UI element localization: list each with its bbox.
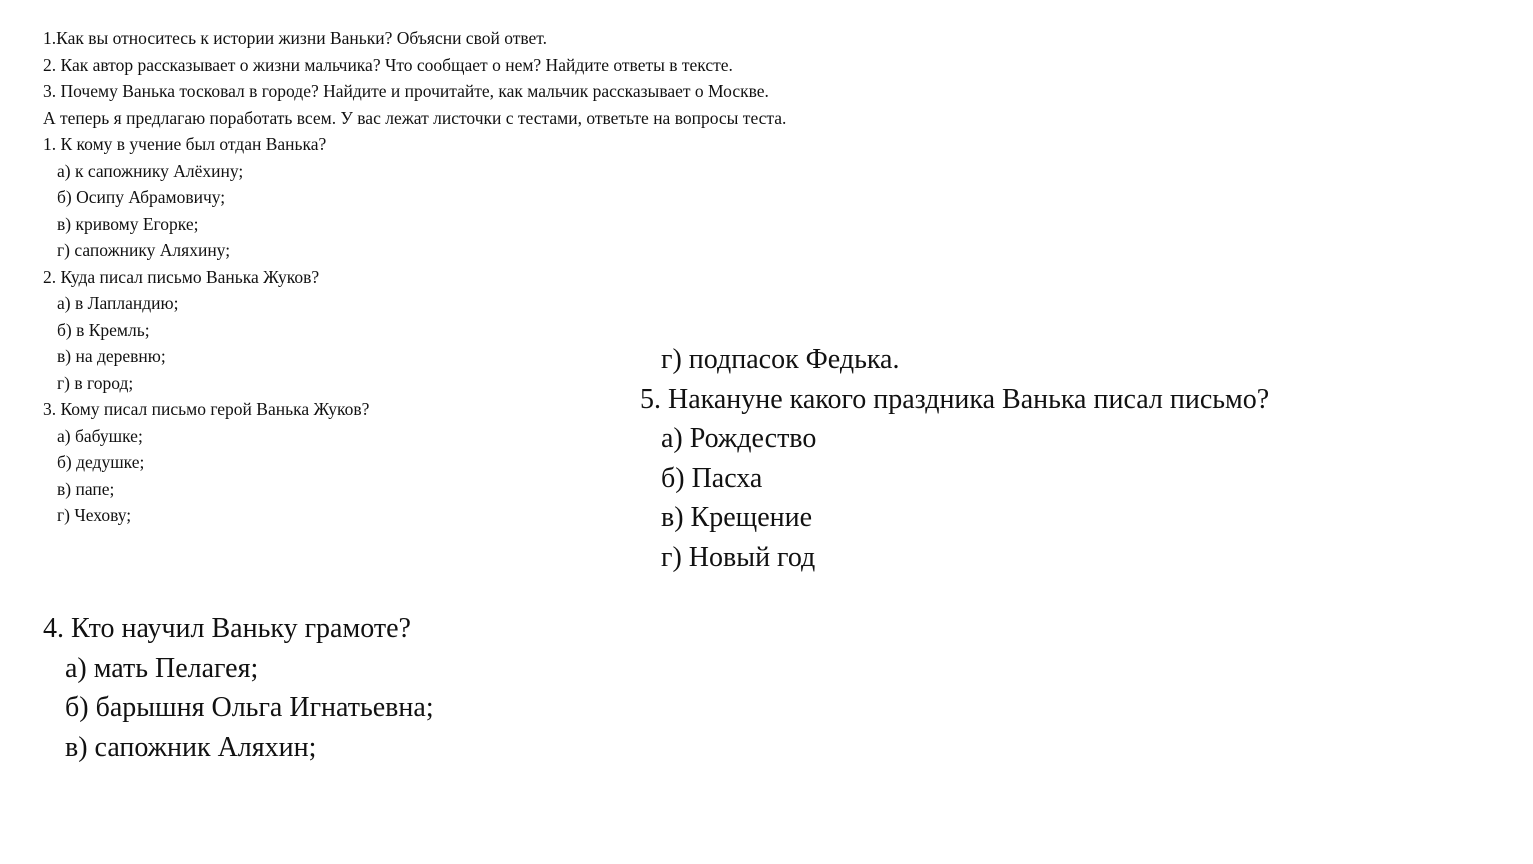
q1-option-b: б) Осипу Абрамовичу; — [57, 187, 226, 207]
test-question-2: 2. Куда писал письмо Ванька Жуков? — [43, 266, 320, 287]
q1-option-c: в) кривому Егорке; — [57, 213, 199, 234]
intro-question-3: 3. Почему Ванька тосковал в городе? Найдите и прочитайте, как мальчик рассказывает о Москве. — [43, 81, 769, 101]
question-5-block — [640, 340, 1269, 577]
test-question-4: 4. Кто научил Ваньку грамоте? — [43, 613, 411, 644]
q4-option-b: б) барышня Ольга Игнатьевна; — [65, 692, 434, 723]
q1-option-d: г) сапожнику Аляхину; — [57, 240, 231, 260]
test-question-1: 1. К кому в учение был отдан Ванька? — [43, 134, 327, 154]
q2-option-c: в) на деревню; — [57, 346, 166, 366]
question-4-block — [43, 609, 434, 767]
q4-option-c: в) сапожник Аляхин; — [65, 731, 317, 763]
q4-option-d: г) подпасок Федька. — [661, 344, 900, 375]
q2-option-d: г) в город; — [57, 372, 134, 393]
intro-instruction: А теперь я предлагаю поработать всем. У вас лежат листочки с тестами, ответьте на вопросы теста. — [43, 107, 787, 128]
q5-option-a: а) Рождество — [661, 423, 817, 454]
q4-option-a: а) мать Пелагея; — [65, 652, 259, 684]
q1-option-a: а) к сапожнику Алёхину; — [57, 160, 244, 181]
q3-option-c: в) папе; — [57, 478, 115, 499]
test-question-5: 5. Накануне какого праздника Ванька писал письмо? — [640, 383, 1270, 415]
q2-option-b: б) в Кремль; — [57, 319, 150, 340]
q3-option-b: б) дедушке; — [57, 452, 145, 472]
q5-option-c: в) Крещение — [661, 502, 813, 533]
q2-option-a: а) в Лапландию; — [57, 293, 179, 313]
q3-option-d: г) Чехову; — [57, 505, 132, 525]
intro-question-2: 2. Как автор рассказывает о жизни мальчика? Что сообщает о нем? Найдите ответы в тексте. — [43, 54, 733, 75]
q3-option-a: а) бабушке; — [57, 425, 143, 446]
test-question-3: 3. Кому писал письмо герой Ванька Жуков? — [43, 399, 370, 419]
q5-option-b: б) Пасха — [661, 462, 763, 494]
q5-option-d: г) Новый год — [661, 541, 816, 573]
intro-question-1: 1.Как вы относитесь к истории жизни Ваньки? Объясни свой ответ. — [43, 28, 548, 48]
